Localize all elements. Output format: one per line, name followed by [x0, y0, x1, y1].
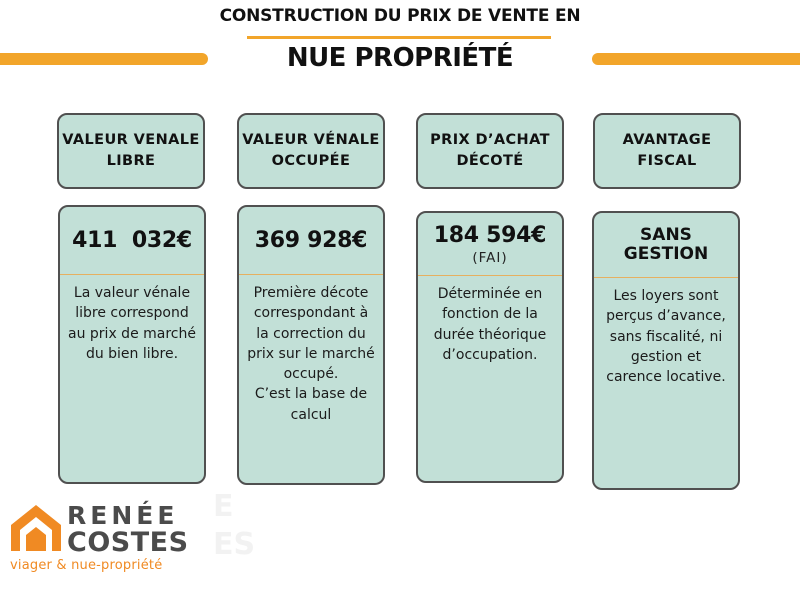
card-description: Déterminée en fonction de la durée théorique d’occupation.	[433, 286, 547, 363]
card-value-area	[239, 207, 383, 275]
card-prix-achat-decote	[416, 211, 564, 483]
title-underline	[247, 36, 551, 39]
logo-name-first: RENÉE	[67, 501, 179, 530]
card-valeur-venale-occupee	[237, 205, 385, 485]
header-box-valeur-venale-libre: VALEUR VENALE LIBRE	[57, 113, 205, 189]
card-value-area	[594, 213, 738, 278]
card-description: Les loyers sont perçus d’avance, sans fiscalité, ni gestion et carence locative.	[606, 288, 726, 386]
card-value: 369 928€	[254, 228, 368, 253]
header-box-valeur-venale-occupee: VALEUR VÉNALE OCCUPÉE	[237, 113, 385, 189]
card-avantage-fiscal	[592, 211, 740, 490]
logo-tagline: viager & nue-propriété	[10, 558, 163, 573]
card-value: 184 594€	[433, 222, 547, 248]
card-description: La valeur vénale libre correspond au prix de marché du bien libre.	[68, 285, 196, 362]
logo-name-second: COSTES	[67, 527, 189, 558]
house-logo-icon	[10, 503, 62, 553]
page-title-top: CONSTRUCTION DU PRIX DE VENTE EN	[219, 6, 581, 26]
brand-logo	[10, 501, 210, 576]
card-value-area	[418, 213, 562, 276]
header-box-avantage-fiscal: AVANTAGE FISCAL	[593, 113, 741, 189]
card-valeur-venale-libre	[58, 205, 206, 484]
card-value: SANS GESTION	[623, 225, 709, 264]
page-title-main: NUE PROPRIÉTÉ	[286, 43, 514, 73]
card-description: Première décote correspondant à la correction du prix sur le marché occupé. C’est la base de calcul	[247, 285, 375, 423]
ghost-letters-es: ES	[213, 527, 256, 562]
card-value-note: (FAI)	[472, 249, 508, 266]
ghost-letter-e: E	[213, 489, 234, 524]
card-value: 411 032€	[72, 228, 192, 253]
header-box-prix-achat-decote: PRIX D’ACHAT DÉCOTÉ	[416, 113, 564, 189]
card-value-area	[60, 207, 204, 275]
